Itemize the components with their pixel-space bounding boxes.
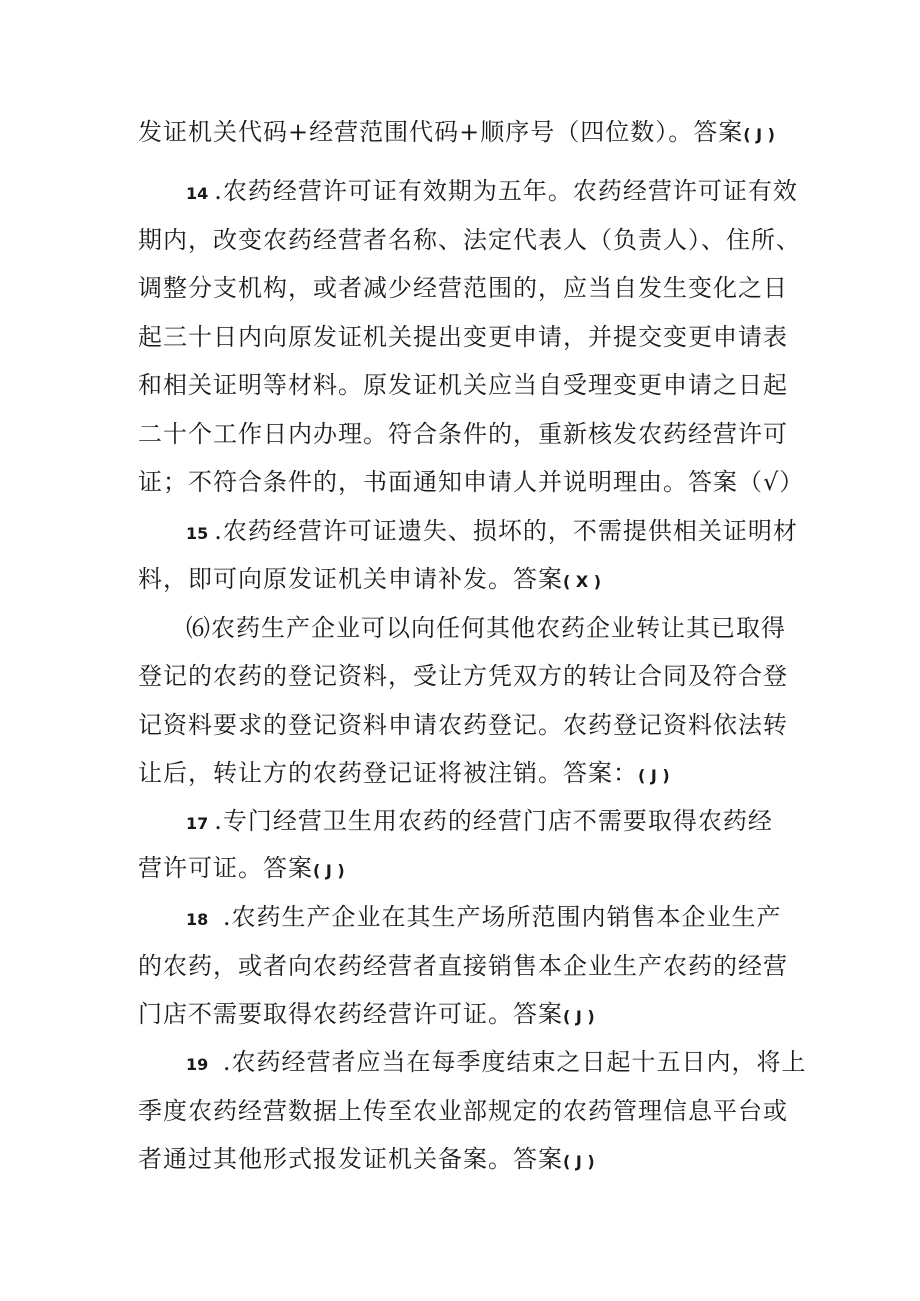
question-number: 15 — [186, 524, 209, 543]
text-line: 15 .农药经营许可证遗失、损坏的，不需提供相关证明材 — [186, 517, 798, 545]
text-line: 14 .农药经营许可证有效期为五年。农药经营许可证有效 — [186, 177, 798, 205]
answer-mark: ( J ) — [313, 861, 345, 880]
text-line: 让后，转让方的农药登记证将被注销。答案：( J ) — [138, 759, 670, 787]
text-line: 18 .农药生产企业在其生产场所范围内销售本企业生产 — [186, 903, 782, 931]
text-line: 二十个工作日内办理。符合条件的，重新核发农药经营许可 — [138, 420, 788, 448]
text-line: ⑹农药生产企业可以向任何其他农药企业转让其已取得 — [186, 614, 786, 642]
answer-mark: ( J ) — [563, 1007, 595, 1026]
text-line: 起三十日内向原发证机关提出变更申请，并提交变更申请表 — [138, 323, 788, 351]
text-line: 发证机关代码+经营范围代码+顺序号（四位数）。答案( J ) — [138, 118, 775, 146]
question-number: 18 — [186, 910, 209, 929]
question-number: 14 — [186, 184, 209, 203]
text-line: 季度农药经营数据上传至农业部规定的农药管理信息平台或 — [138, 1097, 788, 1125]
answer-mark: ( X ) — [563, 572, 602, 591]
text-line: 期内，改变农药经营者名称、法定代表人（负责人）、住所、 — [138, 226, 801, 254]
text-line: 调整分支机构，或者减少经营范围的，应当自发生变化之日 — [138, 274, 788, 302]
answer-mark: ( J ) — [638, 766, 670, 785]
question-number: 19 — [186, 1055, 209, 1074]
text-line: 的农药，或者向农药经营者直接销售本企业生产农药的经营 — [138, 952, 788, 980]
text-line: 17 .专门经营卫生用农药的经营门店不需要取得农药经 — [186, 807, 773, 835]
answer-mark: ( J ) — [743, 125, 775, 144]
question-number: 17 — [186, 814, 209, 833]
answer-mark: ( J ) — [563, 1152, 595, 1171]
text-line: 营许可证。答案( J ) — [138, 854, 345, 882]
text-line: 19 .农药经营者应当在每季度结束之日起十五日内，将上 — [186, 1048, 807, 1076]
text-line: 和相关证明等材料。原发证机关应当自受理变更申请之日起 — [138, 371, 788, 399]
text-line: 门店不需要取得农药经营许可证。答案( J ) — [138, 1000, 595, 1028]
text-line: 登记的农药的登记资料，受让方凭双方的转让合同及符合登 — [138, 662, 788, 690]
text-line: 证；不符合条件的，书面通知申请人并说明理由。答案（√） — [138, 468, 805, 496]
text-line: 者通过其他形式报发证机关备案。答案( J ) — [138, 1145, 595, 1173]
text-line: 记资料要求的登记资料申请农药登记。农药登记资料依法转 — [138, 711, 788, 739]
text-line: 料，即可向原发证机关申请补发。答案( X ) — [138, 565, 602, 593]
